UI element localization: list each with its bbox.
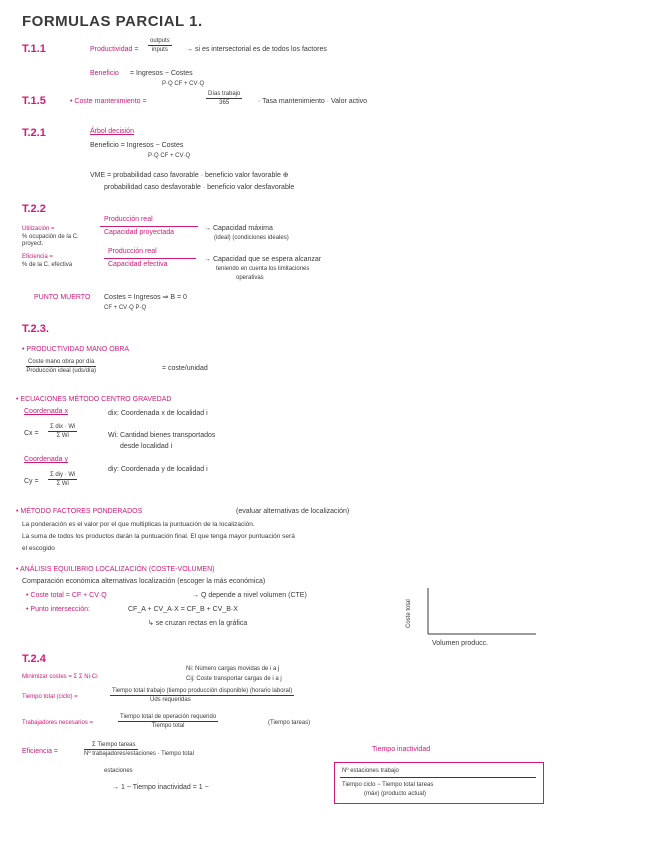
pmo-numerator: Coste mano obra por día xyxy=(28,359,95,365)
eficiencia-denominator-1: Nº trabajadores/estaciones · Tiempo total xyxy=(84,751,194,757)
cij-description: Cij: Coste transportar cargas de i a j xyxy=(186,676,282,682)
coste-mantenimiento-numerator: Días trabajo xyxy=(208,91,241,97)
cx-fraction xyxy=(48,424,77,439)
tiempo-inactividad-title: Tiempo inactividad xyxy=(372,746,431,753)
trabajadores-numerator: Tiempo total de operación requerido xyxy=(120,714,217,720)
punto-muerto-equation: Costes = Ingresos ⇒ B = 0 xyxy=(104,294,187,301)
cy-formula: Cy = xyxy=(24,478,39,485)
section-code-t24: T.2.4 xyxy=(22,653,46,665)
coste-total-note: → Q depende a nivel volumen (CTE) xyxy=(192,592,307,599)
tiempo-inactividad-denominator-2: (máx) (producto actual) xyxy=(364,791,427,797)
beneficio-label: Beneficio xyxy=(90,70,119,77)
graph-x-label: Volumen producc. xyxy=(432,640,489,647)
coste-mantenimiento-note: · Tasa mantenimiento · Valor activo xyxy=(258,98,368,105)
coordenada-y-title: Coordenada y xyxy=(24,456,68,463)
section-code-t22: T.2.2 xyxy=(22,203,46,215)
coste-mantenimiento-fraction xyxy=(206,91,242,106)
ni-description: Ni: Número cargas movidas de i a j xyxy=(186,666,280,672)
arbol-beneficio-subscript: P·Q CF + CV·Q xyxy=(148,153,191,159)
factores-ponderados-title: • MÉTODO FACTORES PONDERADOS xyxy=(16,508,143,515)
punto-interseccion-label: • Punto intersección: xyxy=(26,606,90,613)
punto-interseccion-equation: CF_A + CV_A·X = CF_B + CV_B·X xyxy=(128,606,238,613)
wi-description-1: Wi: Cantidad bienes transportados xyxy=(108,432,216,439)
coste-total-label: • Coste total = CF + CV·Q xyxy=(26,592,107,599)
factores-text-3: el escogido xyxy=(22,545,55,552)
section-code-t23: T.2.3. xyxy=(22,323,49,335)
coste-volumen-graph xyxy=(410,584,540,644)
tiempo-inactividad-line xyxy=(340,777,536,778)
beneficio-equation: = Ingresos − Costes xyxy=(130,70,193,77)
capacidad-proyectada-note-2: (ideal) (condiciones ideales) xyxy=(214,235,289,241)
coordenada-x-title: Coordenada x xyxy=(24,408,68,415)
cx-formula: Cx = xyxy=(24,430,39,437)
punto-interseccion-note: ↳ se cruzan rectas en la gráfica xyxy=(148,620,248,627)
productividad-note: → si es intersectorial es de todos los factores xyxy=(186,46,327,53)
eficiencia-arrow-equation: → 1 − Tiempo inactividad = 1 − xyxy=(112,784,209,791)
diy-description: diy: Coordenada y de localidad i xyxy=(108,466,208,473)
cx-numerator: Σ dix · Wi xyxy=(50,424,76,430)
pmo-result: = coste/unidad xyxy=(162,365,208,372)
vme-line-2: probabilidad caso desfavorable · beneficio valor desfavorable xyxy=(104,184,295,191)
dix-description: dix: Coordenada x de localidad i xyxy=(108,410,208,417)
capacidad-efectiva-note-3: operativas xyxy=(236,275,264,281)
centro-gravedad-title: • ECUACIONES MÉTODO CENTRO GRAVEDAD xyxy=(16,396,172,403)
tiempo-inactividad-numerator: Nº estaciones trabajo xyxy=(342,768,399,774)
eficiencia-label: Eficiencia = xyxy=(22,254,53,260)
factores-text-1: La ponderación es el valor por el que multiplicas la puntuación de la localización. xyxy=(22,521,255,528)
equilibrio-title: • ANÁLISIS EQUILIBRIO LOCALIZACIÓN (COSTE-VOLUMEN) xyxy=(16,566,215,573)
arbol-decision-label: Árbol decisión xyxy=(90,128,134,135)
eficiencia-fraction xyxy=(84,742,194,757)
utilizacion-label: Utilización = xyxy=(22,226,55,232)
wi-description-2: desde localidad i xyxy=(120,443,173,450)
tiempo-ciclo-fraction xyxy=(110,688,294,703)
coste-mantenimiento-denominator: 365 xyxy=(219,100,230,106)
coste-mantenimiento-label: • Coste mantenimiento = xyxy=(70,98,147,105)
capacidad-proyectada: Capacidad proyectada xyxy=(104,229,175,236)
cy-denominator: Σ Wi xyxy=(56,481,69,487)
punto-muerto-label: PUNTO MUERTO xyxy=(34,294,91,301)
utilizacion-note: % ocupación de la C. proyect. xyxy=(22,234,79,247)
punto-muerto-subscript: CF + CV·Q P·Q xyxy=(104,305,147,311)
tiempo-ciclo-label: Tiempo total (ciclo) = xyxy=(22,694,78,700)
pmo-denominator: Producción ideal (uds/día) xyxy=(26,368,97,374)
eficiencia-numerator: Σ Tiempo tareas xyxy=(84,742,138,750)
produccion-real-2: Producción real xyxy=(108,248,157,255)
productividad-denominator: inputs xyxy=(151,47,168,53)
productividad-numerator: outputs xyxy=(150,38,170,44)
cx-denominator: Σ Wi xyxy=(56,433,69,439)
beneficio-subscript: P·Q CF + CV·Q xyxy=(162,81,205,87)
productividad-fraction xyxy=(148,38,172,53)
productividad-label: Productividad = xyxy=(90,46,139,53)
graph-y-label: Coste total xyxy=(406,599,412,628)
cy-numerator: Σ diy · Wi xyxy=(50,472,76,478)
vme-line-1: VME = probabilidad caso favorable · beneficio valor favorable ⊕ xyxy=(90,172,289,179)
minimizar-costes-label: Minimizar costes = Σ Σ Ni·Ci xyxy=(22,674,98,680)
arbol-beneficio-equation: Beneficio = Ingresos − Costes xyxy=(90,142,184,149)
trabajadores-fraction xyxy=(118,714,218,729)
tiempo-ciclo-denominator: Uds requeridas xyxy=(150,697,191,703)
tiempo-ciclo-numerator: Tiempo total trabajo (tiempo producción disponible) (horario laboral) xyxy=(112,688,293,694)
factores-ponderados-note: (evaluar alternativas de localización) xyxy=(236,508,350,515)
page-title: FORMULAS PARCIAL 1. xyxy=(22,13,203,30)
trabajadores-necesarios-label: Trabajadores necesarios = xyxy=(22,720,93,726)
fraction-line-2 xyxy=(104,258,196,259)
eficiencia-denominator-2: estaciones xyxy=(104,768,133,774)
productividad-mano-obra-title: • PRODUCTIVIDAD MANO OBRA xyxy=(22,346,130,353)
factores-text-2: La suma de todos los productos darán la puntuación final. El que tenga mayor puntuación será xyxy=(22,533,295,540)
fraction-line-1 xyxy=(100,226,198,227)
capacidad-efectiva: Capacidad efectiva xyxy=(108,261,168,268)
capacidad-proyectada-note-1: → Capacidad máxima xyxy=(204,225,273,232)
pmo-fraction xyxy=(26,359,96,374)
eficiencia-label-t24: Eficiencia = xyxy=(22,748,58,755)
capacidad-efectiva-note-1: → Capacidad que se espera alcanzar xyxy=(204,256,322,263)
trabajadores-note: (Tiempo tareas) xyxy=(268,720,311,726)
eficiencia-note: % de la C. efectiva xyxy=(22,262,73,268)
section-code-t21: T.2.1 xyxy=(22,127,46,139)
cy-fraction xyxy=(48,472,77,487)
trabajadores-denominator: Tiempo total xyxy=(151,723,185,729)
produccion-real-1: Producción real xyxy=(104,216,153,223)
section-code-t11: T.1.1 xyxy=(22,43,46,55)
section-code-t15: T.1.5 xyxy=(22,95,46,107)
tiempo-inactividad-denominator-1: Tiempo ciclo − Tiempo total tareas xyxy=(342,782,434,788)
equilibrio-text: Comparación económica alternativas localización (escoger la más económica) xyxy=(22,578,266,585)
capacidad-efectiva-note-2: teniendo en cuenta los limitaciones xyxy=(216,266,310,272)
